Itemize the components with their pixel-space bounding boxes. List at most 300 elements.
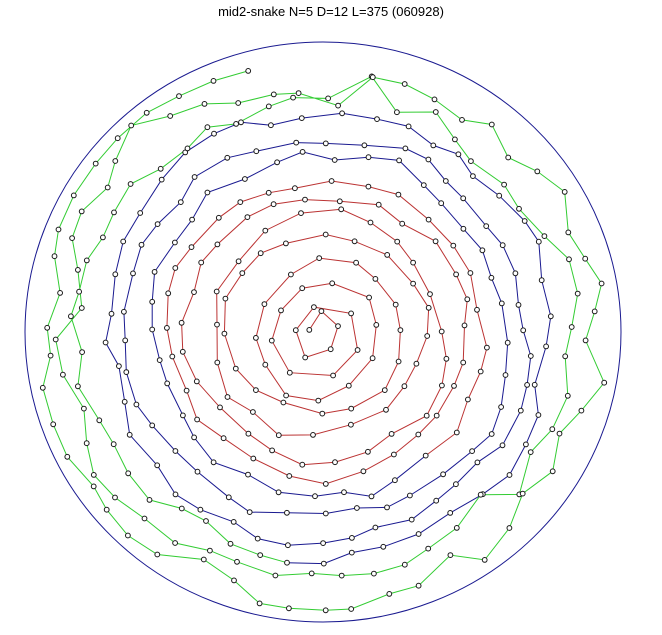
point-marker — [392, 452, 397, 457]
point-marker — [138, 211, 143, 216]
point-marker — [115, 136, 120, 141]
point-marker — [246, 431, 251, 436]
point-marker — [416, 532, 421, 537]
point-marker — [528, 354, 533, 359]
point-marker — [158, 166, 163, 171]
point-marker — [299, 211, 304, 216]
point-marker — [439, 201, 444, 206]
point-marker — [239, 120, 244, 125]
point-marker — [524, 442, 529, 447]
point-marker — [263, 228, 268, 233]
point-marker — [112, 210, 117, 215]
point-marker — [254, 388, 259, 393]
point-marker — [453, 137, 458, 142]
point-marker — [122, 399, 127, 404]
point-marker — [129, 123, 134, 128]
point-marker — [91, 473, 96, 478]
point-marker — [373, 525, 378, 530]
point-marker — [451, 243, 456, 248]
point-marker — [189, 245, 194, 250]
point-marker — [548, 314, 553, 319]
point-marker — [246, 69, 251, 74]
point-marker — [273, 573, 278, 578]
point-marker — [113, 495, 118, 500]
point-marker — [503, 373, 508, 378]
point-marker — [77, 289, 82, 294]
point-marker — [121, 239, 126, 244]
point-marker — [397, 158, 402, 163]
point-marker — [312, 305, 317, 310]
point-marker — [428, 292, 433, 297]
point-marker — [150, 327, 155, 332]
point-marker — [275, 160, 280, 165]
point-marker — [150, 423, 155, 428]
point-marker — [202, 102, 207, 107]
point-marker — [117, 364, 122, 369]
point-marker — [460, 118, 465, 123]
point-marker — [361, 469, 366, 474]
point-marker — [258, 553, 263, 558]
point-marker — [309, 571, 314, 576]
point-marker — [246, 472, 251, 477]
point-marker — [368, 220, 373, 225]
point-marker — [535, 169, 540, 174]
point-marker — [433, 110, 438, 115]
point-marker — [602, 380, 607, 385]
point-marker — [478, 492, 483, 497]
point-marker — [199, 260, 204, 265]
figure-title: mid2-snake N=5 D=12 L=375 (060928) — [218, 4, 444, 19]
point-marker — [424, 413, 429, 418]
point-marker — [426, 305, 431, 310]
point-marker — [331, 373, 336, 378]
point-marker — [330, 281, 335, 286]
point-marker — [482, 558, 487, 563]
point-marker — [173, 492, 178, 497]
point-marker — [583, 338, 588, 343]
point-marker — [466, 397, 471, 402]
point-marker — [456, 152, 461, 157]
point-marker — [349, 406, 354, 411]
point-marker — [195, 469, 200, 474]
point-marker — [299, 116, 304, 121]
point-marker — [340, 111, 345, 116]
point-marker — [293, 328, 298, 333]
point-marker — [192, 175, 197, 180]
point-marker — [372, 571, 377, 576]
point-marker — [48, 353, 53, 358]
point-marker — [381, 544, 386, 549]
point-marker — [411, 281, 416, 286]
point-marker — [263, 362, 268, 367]
point-marker — [321, 541, 326, 546]
point-marker — [375, 117, 380, 122]
point-marker — [228, 541, 233, 546]
point-marker — [289, 272, 294, 277]
point-marker — [395, 110, 400, 115]
point-marker — [215, 322, 220, 327]
point-marker — [124, 370, 129, 375]
point-marker — [185, 146, 190, 151]
point-marker — [346, 383, 351, 388]
point-marker — [489, 432, 494, 437]
point-marker — [332, 158, 337, 163]
point-marker — [469, 159, 474, 164]
point-marker — [395, 239, 400, 244]
point-marker — [550, 427, 555, 432]
point-marker — [323, 232, 328, 237]
point-marker — [461, 196, 466, 201]
point-marker — [205, 125, 210, 130]
point-marker — [82, 406, 87, 411]
point-marker — [258, 251, 263, 256]
point-marker — [565, 393, 570, 398]
point-marker — [300, 286, 305, 291]
point-marker — [500, 443, 505, 448]
point-marker — [416, 432, 421, 437]
point-marker — [126, 471, 131, 476]
point-marker — [225, 155, 230, 160]
point-marker — [316, 398, 321, 403]
point-marker — [307, 328, 312, 333]
point-marker — [542, 234, 547, 239]
point-marker — [592, 309, 597, 314]
point-marker — [184, 388, 189, 393]
point-marker — [516, 303, 521, 308]
point-marker — [579, 408, 584, 413]
point-marker — [489, 275, 494, 280]
point-marker — [127, 432, 132, 437]
point-marker — [337, 199, 342, 204]
point-marker — [293, 186, 298, 191]
point-marker — [101, 235, 106, 240]
point-marker — [212, 131, 217, 136]
point-marker — [539, 278, 544, 283]
point-marker — [69, 314, 74, 319]
point-marker — [517, 206, 522, 211]
point-marker — [506, 155, 511, 160]
point-marker — [157, 358, 162, 363]
point-marker — [525, 383, 530, 388]
point-marker — [147, 498, 152, 503]
point-marker — [518, 408, 523, 413]
point-marker — [235, 559, 240, 564]
point-marker — [53, 337, 58, 342]
point-marker — [544, 344, 549, 349]
point-marker — [150, 299, 155, 304]
point-marker — [104, 507, 109, 512]
point-marker — [326, 96, 331, 101]
point-marker — [369, 494, 374, 499]
point-marker — [291, 95, 296, 100]
point-marker — [367, 295, 372, 300]
point-marker — [475, 307, 480, 312]
point-marker — [155, 222, 160, 227]
point-marker — [79, 209, 84, 214]
point-marker — [180, 349, 185, 354]
point-marker — [286, 543, 291, 548]
point-marker — [226, 495, 231, 500]
point-marker — [520, 491, 525, 496]
point-marker — [285, 510, 290, 515]
point-marker — [507, 473, 512, 478]
point-marker — [426, 546, 431, 551]
point-marker — [366, 449, 371, 454]
point-marker — [441, 472, 446, 477]
point-marker — [454, 272, 459, 277]
point-marker — [221, 436, 226, 441]
boundary-circle — [25, 42, 621, 622]
point-marker — [238, 200, 243, 205]
snake-path-inner — [167, 181, 487, 484]
point-marker — [373, 277, 378, 282]
point-marker — [218, 405, 223, 410]
point-marker — [126, 533, 131, 538]
point-marker — [333, 460, 338, 465]
point-marker — [166, 291, 171, 296]
point-marker — [423, 453, 428, 458]
point-marker — [513, 271, 518, 276]
point-marker — [245, 215, 250, 220]
point-marker — [179, 320, 184, 325]
point-marker — [109, 311, 114, 316]
point-marker — [84, 441, 89, 446]
point-marker — [489, 122, 494, 127]
point-markers — [40, 69, 606, 613]
point-marker — [240, 271, 245, 276]
point-marker — [190, 217, 195, 222]
point-marker — [443, 179, 448, 184]
point-marker — [225, 395, 230, 400]
point-marker — [254, 149, 259, 154]
point-marker — [480, 248, 485, 253]
point-marker — [396, 359, 401, 364]
point-marker — [354, 260, 359, 265]
point-marker — [452, 384, 457, 389]
point-marker — [454, 482, 459, 487]
point-marker — [408, 493, 413, 498]
point-marker — [142, 516, 147, 521]
point-marker — [300, 462, 305, 467]
point-marker — [370, 75, 375, 80]
point-marker — [276, 490, 281, 495]
point-marker — [303, 197, 308, 202]
point-marker — [287, 474, 292, 479]
point-marker — [323, 482, 328, 487]
point-marker — [287, 370, 292, 375]
point-marker — [319, 309, 324, 314]
point-marker — [159, 177, 164, 182]
point-marker — [76, 384, 81, 389]
point-marker — [406, 124, 411, 129]
point-marker — [387, 592, 392, 597]
point-marker — [296, 91, 301, 96]
point-marker — [461, 226, 466, 231]
point-marker — [321, 561, 326, 566]
point-marker — [91, 484, 96, 489]
point-marker — [502, 182, 507, 187]
point-marker — [465, 297, 470, 302]
point-marker — [131, 271, 136, 276]
point-marker — [192, 435, 197, 440]
point-marker — [448, 511, 453, 516]
point-marker — [192, 290, 197, 295]
point-marker — [311, 433, 316, 438]
point-marker — [497, 193, 502, 198]
point-marker — [51, 422, 56, 427]
point-marker — [336, 103, 341, 108]
point-marker — [215, 242, 220, 247]
point-marker — [468, 271, 473, 276]
point-marker — [271, 92, 276, 97]
point-marker — [562, 190, 567, 195]
point-marker — [113, 272, 118, 277]
point-marker — [56, 227, 61, 232]
point-marker — [563, 354, 568, 359]
point-marker — [328, 347, 333, 352]
point-marker — [173, 240, 178, 245]
point-marker — [355, 348, 360, 353]
point-marker — [426, 157, 431, 162]
point-marker — [484, 224, 489, 229]
point-marker — [208, 548, 213, 553]
point-marker — [234, 122, 239, 127]
point-marker — [536, 239, 541, 244]
point-marker — [76, 268, 81, 273]
point-marker — [433, 239, 438, 244]
point-marker — [505, 340, 510, 345]
point-marker — [366, 184, 371, 189]
point-marker — [384, 407, 389, 412]
point-marker — [398, 328, 403, 333]
point-marker — [385, 505, 390, 510]
point-marker — [454, 430, 459, 435]
point-marker — [485, 345, 490, 350]
point-marker — [214, 289, 219, 294]
point-marker — [461, 360, 466, 365]
point-marker — [144, 110, 149, 115]
point-marker — [411, 260, 416, 265]
point-marker — [393, 302, 398, 307]
point-marker — [339, 573, 344, 578]
point-marker — [173, 449, 178, 454]
point-marker — [376, 202, 381, 207]
point-marker — [569, 325, 574, 330]
point-marker — [105, 185, 110, 190]
point-marker — [352, 239, 357, 244]
point-marker — [205, 190, 210, 195]
point-marker — [507, 526, 512, 531]
point-marker — [80, 350, 85, 355]
point-marker — [323, 608, 328, 613]
point-marker — [233, 366, 238, 371]
point-marker — [165, 381, 170, 386]
point-marker — [93, 161, 98, 166]
point-marker — [403, 146, 408, 151]
point-marker — [329, 179, 334, 184]
point-marker — [123, 338, 128, 343]
point-marker — [113, 159, 118, 164]
point-marker — [499, 405, 504, 410]
point-marker — [195, 417, 200, 422]
point-marker — [223, 296, 228, 301]
point-marker — [434, 413, 439, 418]
point-marker — [168, 114, 173, 119]
point-marker — [40, 385, 45, 390]
point-marker — [194, 379, 199, 384]
point-marker — [173, 541, 178, 546]
point-marker — [257, 601, 262, 606]
point-marker — [500, 243, 505, 248]
point-marker — [266, 190, 271, 195]
point-marker — [173, 266, 178, 271]
point-marker — [478, 369, 483, 374]
point-marker — [179, 506, 184, 511]
point-marker — [281, 400, 286, 405]
point-marker — [287, 606, 292, 611]
point-marker — [65, 454, 70, 459]
point-marker — [414, 361, 419, 366]
point-marker — [236, 101, 241, 106]
point-marker — [349, 311, 354, 316]
point-marker — [402, 384, 407, 389]
point-marker — [432, 97, 437, 102]
point-marker — [58, 291, 63, 296]
point-marker — [216, 215, 221, 220]
point-marker — [79, 306, 84, 311]
point-marker — [521, 328, 526, 333]
point-marker — [279, 308, 284, 313]
point-marker — [71, 193, 76, 198]
point-marker — [165, 326, 170, 331]
point-marker — [339, 207, 344, 212]
point-marker — [201, 557, 206, 562]
point-marker — [111, 442, 116, 447]
point-marker — [251, 456, 256, 461]
point-marker — [389, 432, 394, 437]
point-marker — [416, 583, 421, 588]
point-marker — [366, 155, 371, 160]
point-marker — [575, 291, 580, 296]
point-marker — [270, 448, 275, 453]
point-marker — [349, 607, 354, 612]
point-marker — [336, 324, 341, 329]
point-marker — [374, 323, 379, 328]
point-marker — [177, 94, 182, 99]
point-marker — [396, 192, 401, 197]
point-marker — [471, 174, 476, 179]
point-marker — [323, 511, 328, 516]
point-marker — [266, 104, 271, 109]
point-marker — [181, 413, 186, 418]
point-marker — [303, 355, 308, 360]
point-marker — [128, 182, 133, 187]
point-marker — [402, 82, 407, 87]
point-marker — [566, 230, 571, 235]
point-marker — [557, 431, 562, 436]
point-marker — [243, 177, 248, 182]
point-marker — [342, 490, 347, 495]
point-marker — [52, 254, 57, 259]
point-marker — [362, 143, 367, 148]
point-marker — [236, 259, 241, 264]
point-marker — [211, 79, 216, 84]
point-marker — [385, 253, 390, 258]
point-marker — [431, 143, 436, 148]
point-marker — [583, 256, 588, 261]
point-marker — [470, 449, 475, 454]
point-marker — [155, 463, 160, 468]
